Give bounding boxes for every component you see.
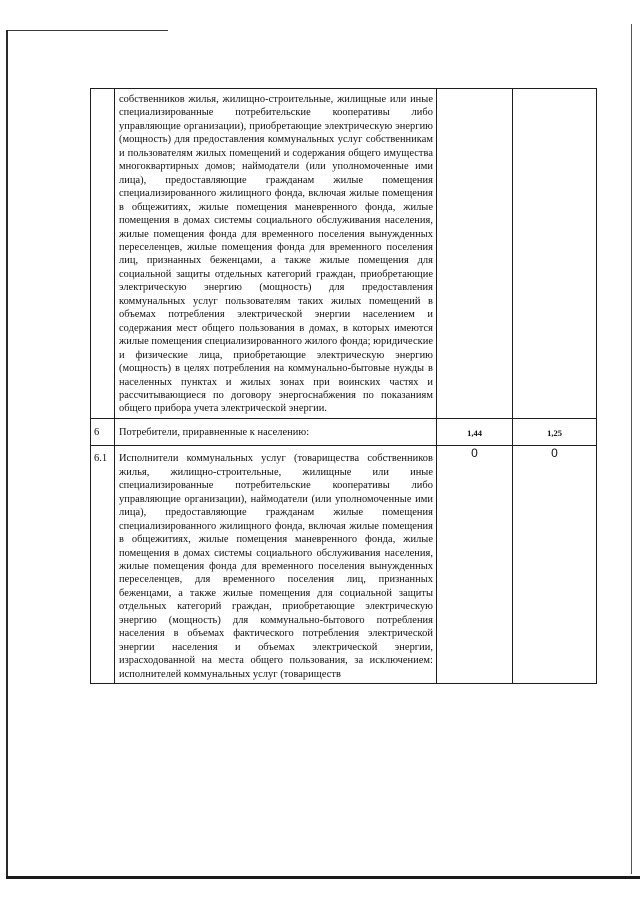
table-row-6 <box>91 418 597 445</box>
value-cell-1 <box>437 418 513 445</box>
scan-top-line <box>8 30 168 31</box>
value-2: 0 <box>551 446 558 461</box>
table-row-continued <box>91 89 597 419</box>
row-number-cell <box>91 418 115 445</box>
row-description: собственников жилья, жилищно-строительные, жилищные или иные специализированные потребительские кооперативы либо управляющие организации), приобретающие электрическую энергию (мощность) для предоставления коммунальных услуг собственникам и пользователям жилых помещений и содержания общего имущества многоквартирных домов; наймодатели (или уполномоченные ими лица), предоставляющие гражданам жилые помещения специализированного жилищного фонда, включая жилые помещения в общежитиях, жилые помещения маневренного фонда, жилые помещения в домах системы социального обслуживания населения, жилые помещения фонда для временного поселения вынужденных переселенцев, жилые помещения фонда для временного поселения лиц, признанных беженцами, а также жилые помещения для социальной защиты отдельных категорий граждан, приобретающие электрическую энергию (мощность) для предоставления коммунальных услуг пользователям таких жилых помещений в объемах потребления электрической энергии населением и содержания мест общего пользования в домах, в которых имеются жилые помещения специализированного жилого фонда; юридические и физические лица, приобретающие электрическую энергию (мощность) в целях потребления на коммунально-бытовые нужды в населенных пунктах и жилых зонах при воинских частях и рассчитывающиеся по договору энергоснабжения по показаниям общего прибора учета электрической энергии. <box>119 94 434 415</box>
value-cell-1 <box>437 89 513 419</box>
scan-bottom-edge <box>6 876 640 879</box>
row-number: 6 <box>94 426 100 438</box>
tariff-table <box>90 88 597 684</box>
row-number-cell <box>91 446 115 684</box>
value-cell-2 <box>513 446 597 684</box>
scan-right-edge <box>631 24 632 874</box>
value-cell-2 <box>513 418 597 445</box>
row-description: Исполнители коммунальных услуг (товарищества собственников жилья, жилищно-строительные, жилищные или иные специализированные потребительские кооперативы либо управляющие организации), наймодатели (или уполномоченные ими лица), предоставляющие гражданам жилые помещения специализированного жилищного фонда, включая жилые помещения в общежитиях, жилые помещения маневренного фонда, жилые помещения в домах системы социального обслуживания населения, жилые помещения фонда для временного поселения вынужденных переселенцев, для временного поселения лиц, признанных беженцами, а также жилые помещения для социальной защиты отдельных категорий граждан, приобретающие электрическую энергию (мощность) для коммунально-бытового потребления населения в объемах фактического потребления электрической энергии населения и объемах электрической энергии, израсходованной на места общего пользования, за исключением: исполнителей коммунальных услуг (товариществ <box>119 453 433 680</box>
value-cell-2 <box>513 89 597 419</box>
row-number-cell <box>91 89 115 419</box>
row-text-cell <box>115 446 437 684</box>
scan-left-edge <box>6 30 8 878</box>
table-row-6-1 <box>91 446 597 684</box>
row-text-cell <box>115 418 437 445</box>
row-text-cell <box>115 89 437 419</box>
row-number: 6.1 <box>94 453 108 465</box>
value-1: 1,44 <box>467 427 482 438</box>
value-2: 1,25 <box>547 427 562 438</box>
row-description: Потребители, приравненные к населению: <box>119 426 310 438</box>
value-cell-1 <box>437 446 513 684</box>
value-1: 0 <box>471 446 478 461</box>
